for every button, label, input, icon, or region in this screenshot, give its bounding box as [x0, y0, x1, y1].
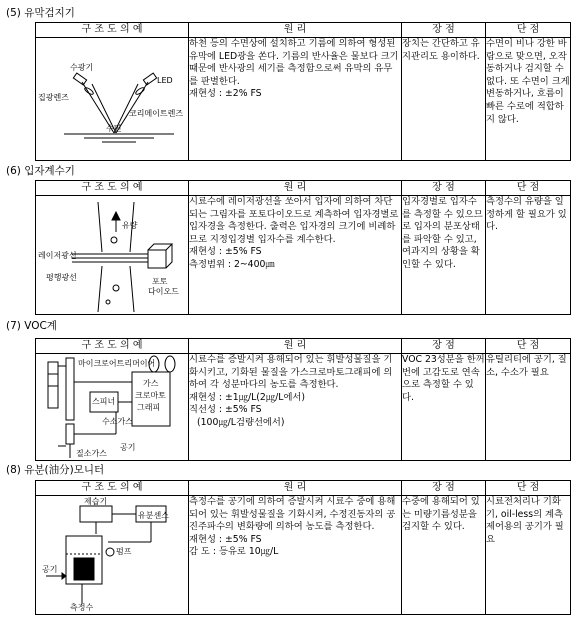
- diagram-label: LED: [157, 76, 173, 85]
- diagram-label: 가스: [143, 379, 159, 388]
- diagram-label: 유량: [122, 221, 138, 230]
- disadvantage-cell: 측정수의 유량을 일정하게 할 필요가 있다.: [486, 196, 571, 315]
- diagram-label: 레이저광선: [38, 251, 77, 260]
- diagram-label: 수소가스: [102, 417, 133, 426]
- disadvantage-cell: 시료전처리나 기화기, oil-less의 계측제어용의 공기가 필요: [486, 496, 571, 615]
- diagram-label: 측정수: [70, 603, 94, 612]
- diagram-label: 질소가스: [76, 449, 107, 458]
- advantage-cell: 장치는 간단하고 유지관리도 용이하다.: [402, 38, 486, 161]
- table-row: [36, 354, 571, 461]
- diagram-label: 유분센스: [138, 511, 169, 520]
- header-advantage: 장 점: [402, 23, 486, 38]
- principle-text: 하천 등의 수면상에 설치하고 기름에 의하여 형성된 유막에 LED광을 쏜다. 기름의 반사율은 물보다 크기 때문에 반사광의 세기를 측정함으로써 유막의 유무를 판별한다.: [189, 38, 399, 87]
- header-structure: 구 조 도 의 예: [36, 481, 189, 496]
- spec-table: [35, 22, 571, 161]
- advantage-cell: 수중에 용해되어 있는 미량기름성분을 검지할 수 있다.: [402, 496, 486, 615]
- structure-diagram: [36, 354, 189, 461]
- diagram-label: 수광기: [70, 63, 94, 72]
- diagram-label: 포토: [152, 277, 168, 286]
- diagram-label: 다이오드: [148, 287, 179, 296]
- table-header-row: [36, 23, 571, 38]
- principle-cell: [189, 38, 402, 161]
- table-header-row: [36, 181, 571, 196]
- spec-line: 감 도 : 등유로 10㎍/L: [189, 546, 279, 558]
- spec-line: 재현성 : ±5% FS: [189, 533, 262, 545]
- spec-line: 직선성 : ±5% FS: [189, 404, 262, 416]
- header-disadvantage: 단 점: [486, 181, 571, 196]
- spec-line: (100㎍/L검량선에서): [197, 416, 285, 428]
- header-principle: 원 리: [189, 481, 402, 496]
- header-structure: 구 조 도 의 예: [36, 23, 189, 38]
- diagram-label: 공기: [42, 565, 58, 574]
- diagram-label: 크로마토: [135, 391, 166, 400]
- structure-diagram: [36, 38, 189, 161]
- header-principle: 원 리: [189, 339, 402, 354]
- disadvantage-cell: 수면이 비나 강한 바람으로 맞으면, 오작동하거나 검지할 수 없다. 또 수면이 크게 변동하거나, 흐름이 빠른 수로에 적합하지 않다.: [486, 38, 571, 161]
- principle-text: 시료수에 레이저광선을 쏘아서 입자에 의하여 차단되는 그림자를 포토다이오드로 계측하여 입자경별로 입자경을 측정한다. 출력은 입자경의 크기에 비례하므로 지정입경별 입자수를 계수한다.: [189, 196, 399, 245]
- led-shape: [143, 73, 156, 85]
- spec-line: 재현성 : ±1㎍/L(2㎍/L에서): [189, 391, 306, 403]
- header-advantage: 장 점: [402, 339, 486, 354]
- header-advantage: 장 점: [402, 481, 486, 496]
- table-row: [36, 496, 571, 615]
- header-disadvantage: 단 점: [486, 339, 571, 354]
- section-title: (5) 유막검지기: [6, 7, 75, 19]
- diagram-label: 코리메이트렌즈: [129, 109, 184, 118]
- table-header-row: [36, 481, 571, 496]
- table-row: [36, 38, 571, 161]
- header-principle: 원 리: [189, 23, 402, 38]
- structure-diagram: [36, 496, 189, 615]
- principle-cell: [189, 354, 402, 461]
- diagram-label: 마이크로어트리머이어: [78, 359, 156, 368]
- advantage-cell: 입자경별로 입자수를 측정할 수 있으므로 입자의 분포상태를 파악할 수 있고, 여과지의 상황을 확인할 수 있다.: [402, 196, 486, 315]
- header-disadvantage: 단 점: [486, 23, 571, 38]
- diagram-label: 공기: [120, 443, 136, 452]
- diagram-label: 펌프: [116, 547, 132, 556]
- receiver-shape: [73, 73, 86, 85]
- principle-cell: [189, 496, 402, 615]
- principle-text: 측정수를 공기에 의하여 증발시켜 시료수 중에 용해되어 있는 휘발성물질을 기화시켜, 수정진동자의 공진주파수의 변화량에 의하여 농도를 측정한다.: [189, 496, 396, 533]
- header-advantage: 장 점: [402, 181, 486, 196]
- diagram-label: 그래피: [137, 403, 161, 412]
- spec-line: 재현성 : ±2% FS: [189, 88, 262, 100]
- spec-table: [35, 480, 571, 615]
- diagram-label: 평행광선: [46, 273, 77, 282]
- spec-table: [35, 338, 571, 461]
- spec-line: 측정범위 : 2~400㎛: [189, 258, 275, 270]
- spec-line: 재현성 : ±5% FS: [189, 246, 262, 258]
- section-title: (8) 유분(油分)모니터: [6, 464, 105, 476]
- header-structure: 구 조 도 의 예: [36, 339, 189, 354]
- diagram-label: 스피너: [92, 397, 116, 406]
- section-title: (6) 입자계수기: [6, 165, 75, 177]
- disadvantage-cell: 유틸리티에 공기, 질소, 수소가 필요: [486, 354, 571, 461]
- principle-cell: [189, 196, 402, 315]
- diagram-label: 제습기: [84, 497, 108, 506]
- advantage-cell: VOC 23성분을 한꺼번에 고감도로 연속으로 측정할 수 있다.: [402, 354, 486, 461]
- header-disadvantage: 단 점: [486, 481, 571, 496]
- diagram-label: 집광렌즈: [38, 93, 69, 102]
- section-title: (7) VOC계: [6, 320, 57, 332]
- structure-diagram: [36, 196, 189, 315]
- table-header-row: [36, 339, 571, 354]
- header-principle: 원 리: [189, 181, 402, 196]
- table-row: [36, 196, 571, 315]
- diagram-label: 수면: [106, 124, 122, 133]
- spec-table: [35, 180, 571, 315]
- principle-text: 시료수를 증발시켜 용해되어 있는 휘발성물질을 기화시키고, 기화된 물질을 가스크로마토그래피에 의하여 각 성분마다의 농도를 측정한다.: [189, 354, 393, 391]
- header-structure: 구 조 도 의 예: [36, 181, 189, 196]
